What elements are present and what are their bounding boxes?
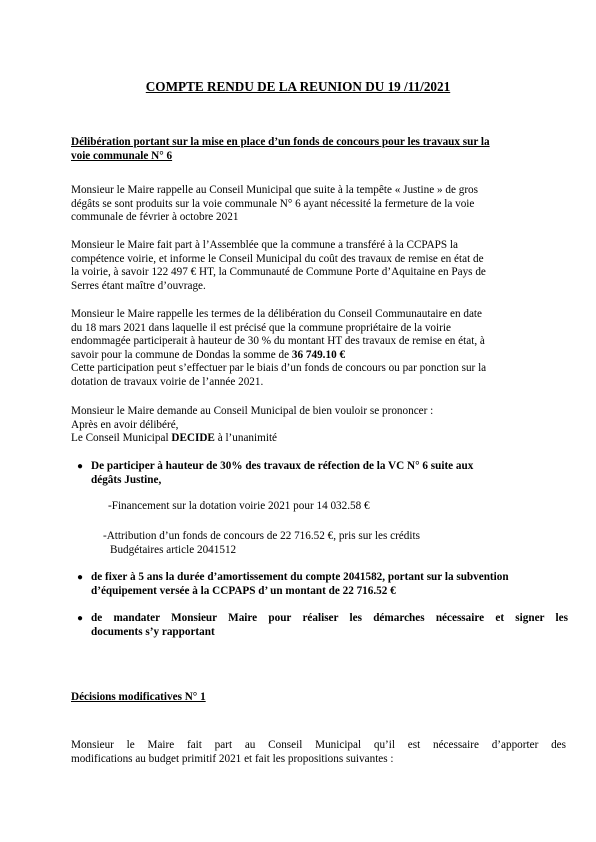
paragraph-line: Monsieur le Maire fait part au Conseil Municipal qu’il est nécessaire d’apporter des [71,739,566,751]
section1-heading [71,136,527,163]
paragraph-line: la voirie, à savoir 122 497 € HT, la Communauté de Commune Porte d’Aquitaine en Pays de [71,266,486,279]
list-item-line: de fixer à 5 ans la durée d’amortissement du compte 2041582, portant sur la subvention [91,571,509,583]
paragraph-line: compétence voirie, et informe le Conseil Municipal du coût des travaux de remise en état de [71,252,484,265]
paragraph-line: Monsieur le Maire demande au Conseil Municipal de bien vouloir se prononcer : [71,405,434,417]
bullet-icon: ● [77,572,84,583]
section1-heading-line-2: voie communale N° 6 [71,149,173,162]
paragraph-line: modifications au budget primitif 2021 et fait les propositions suivantes : [71,752,394,765]
list-item [77,571,568,598]
bullet-icon: ● [77,613,84,624]
list-item-line: de mandater Monsieur Maire pour réaliser les démarches nécessaire et signer les [91,612,568,624]
paragraph-line: Cette participation peut s’effectuer par le biais d’un fonds de concours ou par ponction sur la [71,362,487,375]
paragraph-line: Serres étant maître d’ouvrage. [71,279,206,292]
amount-36749: 36 749.10 € [291,348,346,361]
paragraph-3 [71,308,527,390]
section2-heading [71,691,527,705]
decide-keyword: DECIDE [171,432,215,445]
list-item-line: d’équipement versée à la CCPAPS d’ un montant de 22 716.52 € [91,584,396,597]
section2-heading-line: Décisions modificatives N° 1 [71,691,206,703]
paragraph-line: Après en avoir délibéré, [71,418,179,431]
financing-line: -Financement sur la dotation voirie 2021 pour 14 032.58 € [108,500,370,512]
paragraph-line: Monsieur le Maire rappelle au Conseil Municipal que suite à la tempête « Justine » de gros [71,184,478,196]
paragraph-line: endommagée participerait à hauteur de 30 % du montant HT des travaux de remise en état, à [71,335,485,348]
paragraph-text: Le Conseil Municipal [71,432,172,445]
list-item-line: De participer à hauteur de 30% des travaux de réfection de la VC N° 6 suite aux [91,460,474,472]
funds-line-1: -Attribution d’un fonds de concours de 22 716.52 €, pris sur les crédits [103,530,420,542]
paragraph-line: dotation de travaux voirie de l’année 2021. [71,375,264,388]
list-item [77,460,568,487]
list-item-line: dégâts Justine, [91,473,162,486]
paragraph-5 [71,739,566,766]
page-title: COMPTE RENDU DE LA REUNION DU 19 /11/2021 [145,79,451,94]
paragraph-line: Monsieur le Maire rappelle les termes de la délibération du Conseil Communautaire en date [71,308,483,320]
paragraph-text: savoir pour la commune de Dondas la somme de [71,348,292,361]
bullet-icon: ● [77,461,84,472]
paragraph-line: communale de février à octobre 2021 [71,211,239,224]
paragraph-line [71,349,527,363]
paragraph-2 [71,239,527,293]
paragraph-text: à l’unanimité [214,432,278,445]
paragraph-line: Monsieur le Maire fait part à l’Assemblée que la commune a transféré à la CCPAPS la [71,239,459,251]
funds-line-2: Budgétaires article 2041512 [110,544,237,556]
paragraph-line: du 18 mars 2021 dans laquelle il est précisé que la commune propriétaire de la voirie [71,321,451,334]
list-item [77,612,568,639]
list-item-line: documents s’y rapportant [91,625,215,638]
paragraph-line: dégâts se sont produits sur la voie communale N° 6 ayant nécessité la fermeture de la voie [71,197,475,210]
paragraph-4 [71,405,527,446]
paragraph-line [71,432,527,446]
section1-heading-line-1: Délibération portant sur la mise en place d’un fonds de concours pour les travaux sur la [71,136,490,148]
paragraph-1 [71,184,527,225]
